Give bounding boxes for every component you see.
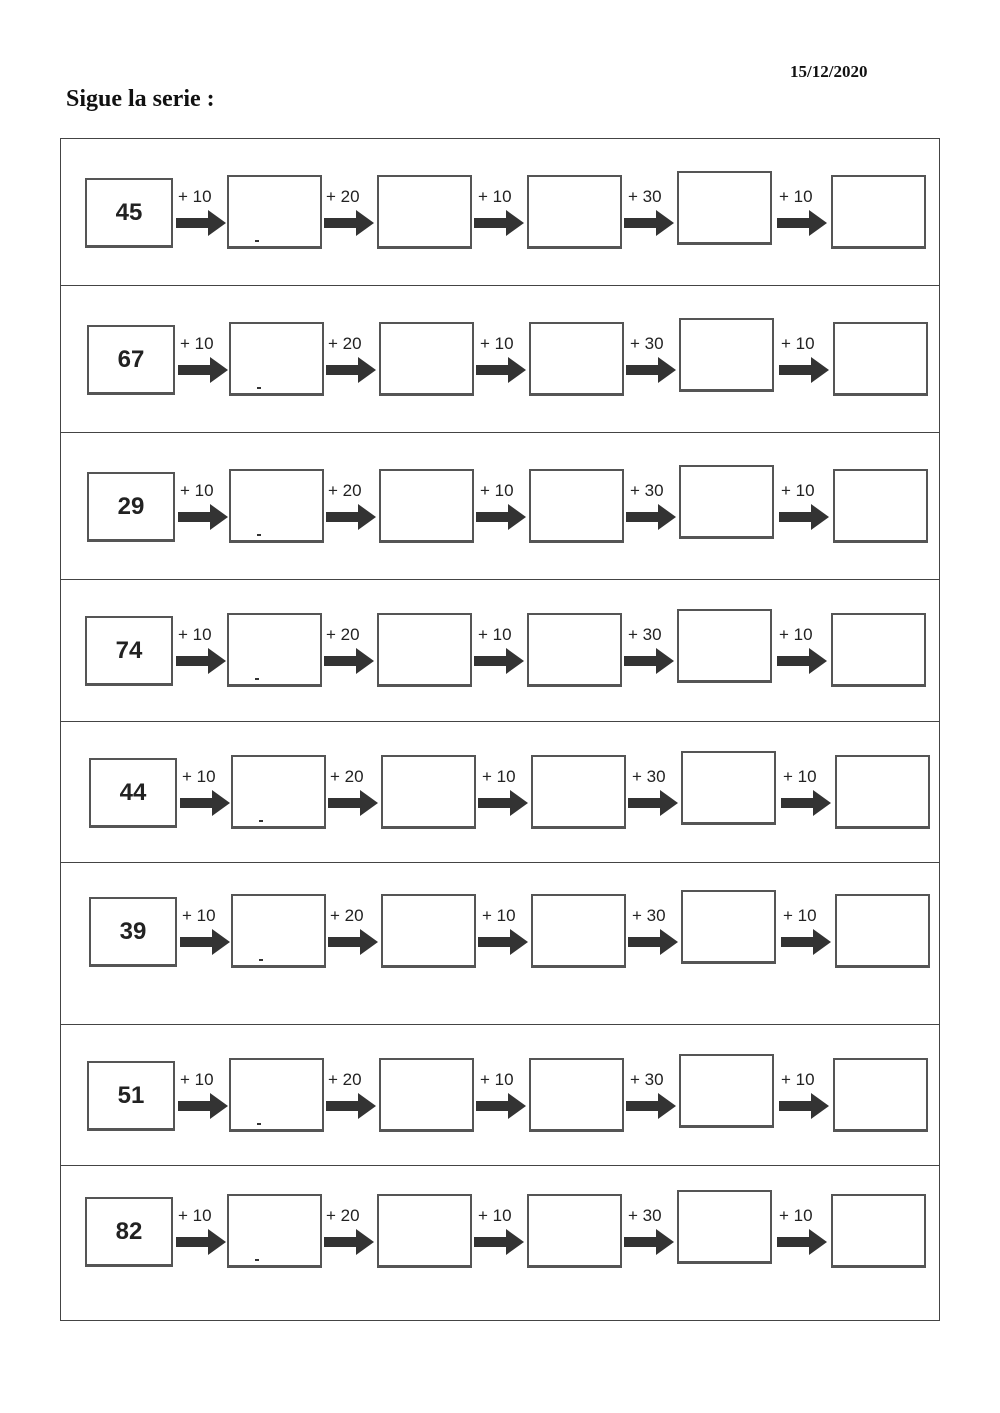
step-label: + 10	[482, 906, 516, 925]
answer-box[interactable]	[835, 755, 930, 829]
answer-box[interactable]	[379, 1058, 474, 1132]
start-number-box: 39	[89, 897, 177, 967]
arrow-right-icon	[627, 927, 679, 957]
step-label: + 20	[328, 1070, 362, 1089]
step-label: + 10	[779, 625, 813, 644]
answer-box[interactable]	[679, 318, 774, 392]
series-row	[61, 433, 939, 580]
arrow-right-icon	[325, 1091, 377, 1121]
answer-box[interactable]	[229, 1058, 324, 1132]
step-label: + 10	[478, 1206, 512, 1225]
step-label: + 10	[478, 625, 512, 644]
step-label: + 10	[480, 334, 514, 353]
step-label: + 30	[630, 334, 664, 353]
start-number-box: 51	[87, 1061, 175, 1131]
step-label: + 10	[779, 1206, 813, 1225]
answer-box[interactable]	[531, 755, 626, 829]
answer-box[interactable]	[835, 894, 930, 968]
step-label: + 10	[478, 187, 512, 206]
answer-box[interactable]	[681, 890, 776, 964]
step-label: + 10	[182, 906, 216, 925]
answer-box[interactable]	[379, 469, 474, 543]
arrow-right-icon	[780, 927, 832, 957]
page-title: Sigue la serie :	[66, 86, 215, 112]
arrow-right-icon	[778, 355, 830, 385]
answer-box[interactable]	[527, 175, 622, 249]
answer-box[interactable]	[833, 469, 928, 543]
answer-box[interactable]	[231, 894, 326, 968]
step-label: + 30	[632, 906, 666, 925]
arrow-right-icon	[477, 788, 529, 818]
step-label: + 30	[632, 767, 666, 786]
start-number-box: 67	[87, 325, 175, 395]
arrow-right-icon	[475, 502, 527, 532]
arrow-right-icon	[776, 208, 828, 238]
answer-box[interactable]	[681, 751, 776, 825]
series-table	[60, 138, 940, 1321]
arrow-right-icon	[323, 208, 375, 238]
series-row	[61, 722, 939, 863]
answer-box[interactable]	[529, 322, 624, 396]
pencil-mark	[257, 387, 261, 389]
pencil-mark	[259, 959, 263, 961]
step-label: + 10	[781, 1070, 815, 1089]
pencil-mark	[255, 240, 259, 242]
step-label: + 10	[783, 906, 817, 925]
pencil-mark	[259, 820, 263, 822]
arrow-right-icon	[179, 788, 231, 818]
arrow-right-icon	[327, 927, 379, 957]
step-label: + 30	[630, 481, 664, 500]
arrow-right-icon	[325, 502, 377, 532]
answer-box[interactable]	[377, 1194, 472, 1268]
arrow-right-icon	[778, 502, 830, 532]
step-label: + 10	[480, 481, 514, 500]
arrow-right-icon	[780, 788, 832, 818]
start-number-box: 82	[85, 1197, 173, 1267]
answer-box[interactable]	[229, 469, 324, 543]
step-label: + 20	[326, 1206, 360, 1225]
pencil-mark	[257, 1123, 261, 1125]
series-row	[61, 1166, 939, 1322]
step-label: + 10	[783, 767, 817, 786]
step-label: + 10	[482, 767, 516, 786]
arrow-right-icon	[623, 1227, 675, 1257]
series-row	[61, 863, 939, 1025]
date-label: 15/12/2020	[790, 62, 868, 81]
arrow-right-icon	[177, 1091, 229, 1121]
step-label: + 30	[628, 625, 662, 644]
start-number-box: 45	[85, 178, 173, 248]
step-label: + 20	[328, 334, 362, 353]
arrow-right-icon	[179, 927, 231, 957]
answer-box[interactable]	[377, 613, 472, 687]
pencil-mark	[257, 534, 261, 536]
arrow-right-icon	[323, 1227, 375, 1257]
arrow-right-icon	[325, 355, 377, 385]
step-label: + 10	[781, 481, 815, 500]
start-number-box: 44	[89, 758, 177, 828]
arrow-right-icon	[323, 646, 375, 676]
answer-box[interactable]	[377, 175, 472, 249]
step-label: + 10	[178, 187, 212, 206]
start-number-box: 74	[85, 616, 173, 686]
series-row	[61, 1025, 939, 1166]
step-label: + 20	[328, 481, 362, 500]
step-label: + 10	[182, 767, 216, 786]
answer-box[interactable]	[229, 322, 324, 396]
step-label: + 30	[628, 187, 662, 206]
answer-box[interactable]	[527, 613, 622, 687]
answer-box[interactable]	[531, 894, 626, 968]
start-number-box: 29	[87, 472, 175, 542]
step-label: + 10	[180, 481, 214, 500]
answer-box[interactable]	[831, 613, 926, 687]
step-label: + 10	[178, 1206, 212, 1225]
arrow-right-icon	[475, 355, 527, 385]
arrow-right-icon	[776, 1227, 828, 1257]
arrow-right-icon	[778, 1091, 830, 1121]
step-label: + 30	[628, 1206, 662, 1225]
arrow-right-icon	[477, 927, 529, 957]
arrow-right-icon	[175, 1227, 227, 1257]
answer-box[interactable]	[677, 609, 772, 683]
answer-box[interactable]	[381, 894, 476, 968]
step-label: + 10	[781, 334, 815, 353]
arrow-right-icon	[177, 502, 229, 532]
pencil-mark	[255, 1259, 259, 1261]
answer-box[interactable]	[833, 322, 928, 396]
arrow-right-icon	[327, 788, 379, 818]
step-label: + 10	[779, 187, 813, 206]
arrow-right-icon	[625, 502, 677, 532]
answer-box[interactable]	[833, 1058, 928, 1132]
step-label: + 20	[330, 906, 364, 925]
arrow-right-icon	[625, 355, 677, 385]
answer-box[interactable]	[529, 469, 624, 543]
answer-box[interactable]	[831, 175, 926, 249]
series-row	[61, 139, 939, 286]
step-label: + 10	[480, 1070, 514, 1089]
answer-box[interactable]	[227, 175, 322, 249]
arrow-right-icon	[625, 1091, 677, 1121]
answer-box[interactable]	[227, 613, 322, 687]
answer-box[interactable]	[231, 755, 326, 829]
answer-box[interactable]	[379, 322, 474, 396]
arrow-right-icon	[175, 208, 227, 238]
answer-box[interactable]	[679, 1054, 774, 1128]
answer-box[interactable]	[677, 1190, 772, 1264]
step-label: + 20	[326, 187, 360, 206]
answer-box[interactable]	[527, 1194, 622, 1268]
step-label: + 10	[180, 1070, 214, 1089]
arrow-right-icon	[473, 1227, 525, 1257]
arrow-right-icon	[776, 646, 828, 676]
answer-box[interactable]	[529, 1058, 624, 1132]
arrow-right-icon	[177, 355, 229, 385]
series-row	[61, 580, 939, 722]
arrow-right-icon	[623, 646, 675, 676]
arrow-right-icon	[475, 1091, 527, 1121]
answer-box[interactable]	[677, 171, 772, 245]
answer-box[interactable]	[381, 755, 476, 829]
arrow-right-icon	[175, 646, 227, 676]
step-label: + 20	[330, 767, 364, 786]
step-label: + 10	[178, 625, 212, 644]
pencil-mark	[255, 678, 259, 680]
answer-box[interactable]	[227, 1194, 322, 1268]
step-label: + 20	[326, 625, 360, 644]
step-label: + 10	[180, 334, 214, 353]
answer-box[interactable]	[831, 1194, 926, 1268]
arrow-right-icon	[623, 208, 675, 238]
arrow-right-icon	[627, 788, 679, 818]
arrow-right-icon	[473, 646, 525, 676]
answer-box[interactable]	[679, 465, 774, 539]
arrow-right-icon	[473, 208, 525, 238]
series-row	[61, 286, 939, 433]
step-label: + 30	[630, 1070, 664, 1089]
